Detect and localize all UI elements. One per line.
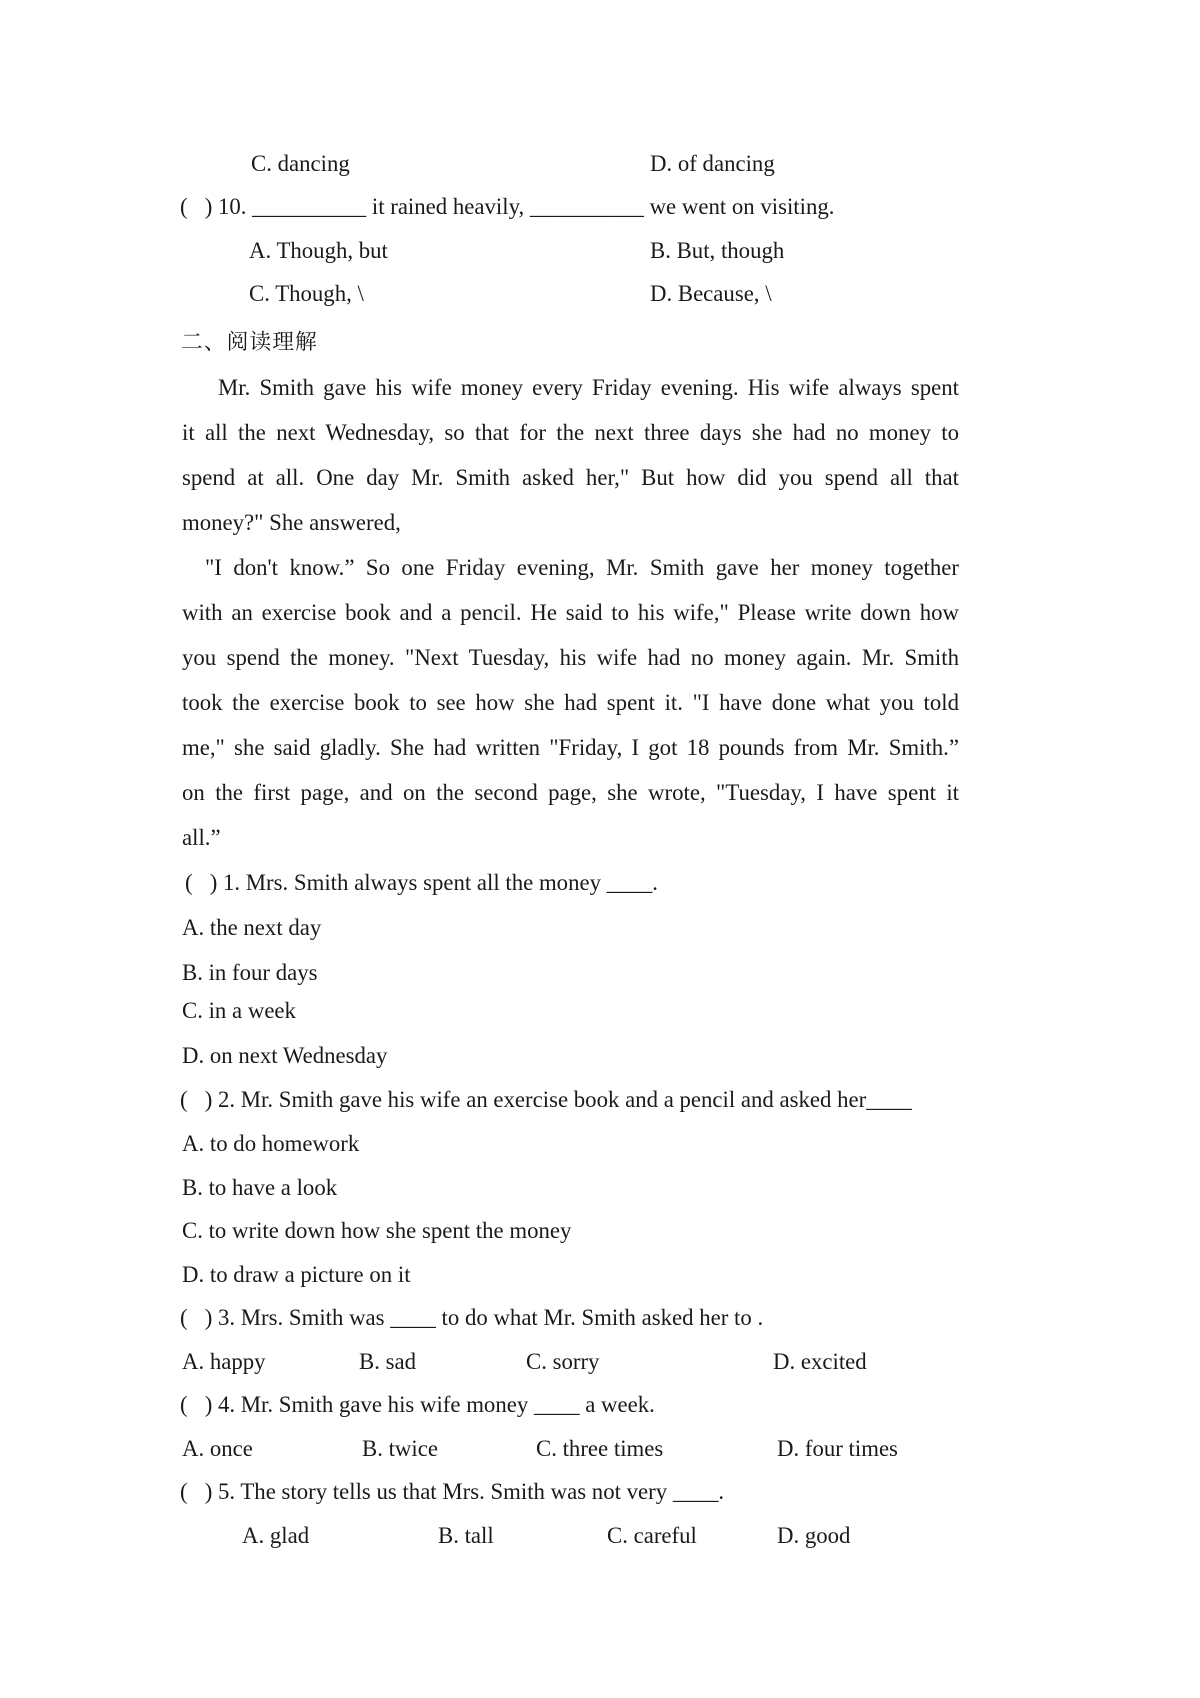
passage-line-3: spend at all. One day Mr. Smith asked her," But how did you spend all that xyxy=(182,465,959,490)
reading-question-1-option-d: D. on next Wednesday xyxy=(182,1043,388,1068)
prev-question-option-c: C. dancing xyxy=(251,151,350,176)
passage-line-10: on the first page, and on the second page, she wrote, "Tuesday, I have spent it xyxy=(182,780,959,805)
passage-line-2: it all the next Wednesday, so that for the next three days she had no money to xyxy=(182,420,959,445)
question-10-option-a: A. Though, but xyxy=(249,238,388,263)
question-10-option-c: C. Though, \ xyxy=(249,281,364,306)
reading-question-5-prompt: ( ) 5. The story tells us that Mrs. Smith was not very ____. xyxy=(180,1479,725,1504)
passage-line-1: Mr. Smith gave his wife money every Friday evening. His wife always spent xyxy=(218,375,959,400)
reading-question-3-prompt: ( ) 3. Mrs. Smith was ____ to do what Mr. Smith asked her to . xyxy=(180,1305,764,1330)
passage-line-7: you spend the money. "Next Tuesday, his wife had no money again. Mr. Smith xyxy=(182,645,959,670)
passage-line-11: all.” xyxy=(182,825,221,850)
reading-question-5-option-b: B. tall xyxy=(438,1523,494,1548)
reading-question-5-option-d: D. good xyxy=(777,1523,851,1548)
reading-question-2-prompt: ( ) 2. Mr. Smith gave his wife an exercise book and a pencil and asked her____ xyxy=(180,1087,912,1112)
reading-question-3-option-c: C. sorry xyxy=(526,1349,600,1374)
reading-question-5-option-a: A. glad xyxy=(242,1523,310,1548)
reading-question-2-option-b: B. to have a look xyxy=(182,1175,338,1200)
reading-question-4-option-a: A. once xyxy=(182,1436,253,1461)
reading-question-2-option-a: A. to do homework xyxy=(182,1131,360,1156)
reading-question-4-option-b: B. twice xyxy=(362,1436,438,1461)
reading-question-4-prompt: ( ) 4. Mr. Smith gave his wife money ____ a week. xyxy=(180,1392,655,1417)
passage-line-4: money?" She answered, xyxy=(182,510,401,535)
reading-question-5-option-c: C. careful xyxy=(607,1523,697,1548)
reading-question-1-option-c: C. in a week xyxy=(182,998,296,1023)
question-10-option-b: B. But, though xyxy=(650,238,785,263)
section-heading: 二、阅读理解 xyxy=(181,330,318,355)
passage-line-8: took the exercise book to see how she had spent it. "I have done what you told xyxy=(182,690,959,715)
reading-question-1-option-b: B. in four days xyxy=(182,960,318,985)
reading-question-1-prompt: ( ) 1. Mrs. Smith always spent all the money ____. xyxy=(185,870,658,895)
question-10-option-d: D. Because, \ xyxy=(650,281,772,306)
reading-question-4-option-c: C. three times xyxy=(536,1436,664,1461)
passage-line-9: me," she said gladly. She had written "Friday, I got 18 pounds from Mr. Smith.” xyxy=(182,735,959,760)
reading-question-3-option-a: A. happy xyxy=(182,1349,266,1374)
reading-question-4-option-d: D. four times xyxy=(777,1436,898,1461)
reading-question-3-option-d: D. excited xyxy=(773,1349,867,1374)
reading-question-2-option-d: D. to draw a picture on it xyxy=(182,1262,411,1287)
reading-question-3-option-b: B. sad xyxy=(359,1349,416,1374)
passage-line-6: with an exercise book and a pencil. He said to his wife," Please write down how xyxy=(182,600,959,625)
prev-question-option-d: D. of dancing xyxy=(650,151,775,176)
passage-line-5: "I don't know.” So one Friday evening, Mr. Smith gave her money together xyxy=(205,555,959,580)
reading-question-2-option-c: C. to write down how she spent the money xyxy=(182,1218,572,1243)
question-10-prompt: ( ) 10. __________ it rained heavily, __________ we went on visiting. xyxy=(180,194,835,219)
reading-question-1-option-a: A. the next day xyxy=(182,915,322,940)
